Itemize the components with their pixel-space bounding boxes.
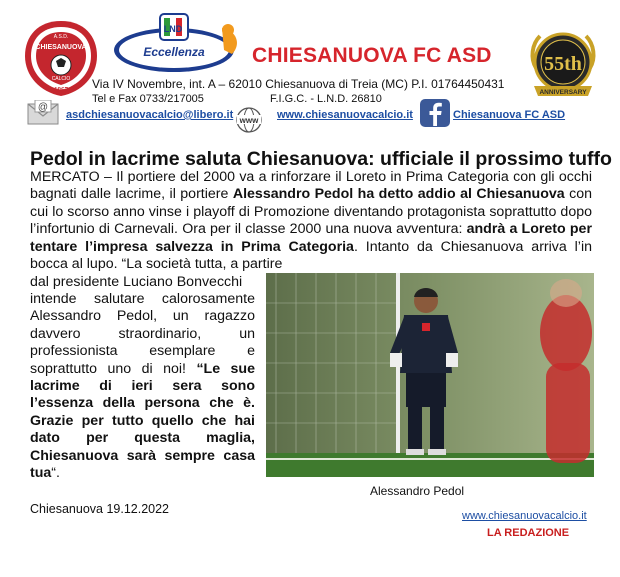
- tel-fax: Tel e Fax 0733/217005: [92, 93, 204, 105]
- club-logo-text: A.S.D.: [53, 34, 69, 40]
- article-quote: [30, 291, 255, 482]
- league-name: Eccellenza: [143, 45, 205, 59]
- club-logo-year: 1967: [54, 86, 68, 94]
- globe-icon: [234, 106, 264, 134]
- article-bold-2: andrà a Loreto per tentare l’impresa salvezza in Prima Categoria: [30, 221, 592, 255]
- article-date: Chiesanuova 19.12.2022: [30, 502, 170, 516]
- facebook-link[interactable]: Chiesanuova FC ASD: [453, 109, 566, 121]
- article-bold-1: Alessandro Pedol ha detto addio al Chiesanuova: [232, 186, 565, 203]
- email-link[interactable]: asdchiesanuovacalcio@libero.it: [66, 109, 234, 121]
- anniversary-number: 55th: [544, 53, 582, 75]
- anniversary-word: ANNIVERSARY: [539, 89, 587, 96]
- quote-end: “.: [51, 465, 60, 482]
- club-address: Via IV Novembre, int. A – 62010 Chiesanuova di Treia (MC) P.I. 01764450431: [92, 77, 505, 91]
- photo-caption: Alessandro Pedol: [370, 484, 465, 498]
- article-text: . Intanto da Chiesanuova arriva l’in bocca al lupo. “La società tutta, a partire: [30, 238, 592, 273]
- globe-icon-label: www: [239, 116, 259, 125]
- facebook-icon[interactable]: [420, 99, 450, 127]
- article-line: dal presidente Luciano Bonvecchi: [30, 274, 243, 290]
- club-name: CHIESANUOVA FC ASD: [252, 44, 492, 67]
- article-intro: [30, 169, 592, 273]
- article-title: Pedol in lacrime saluta Chiesanuova: ufficiale il prossimo tuffo: [30, 148, 612, 170]
- anniversary-badge: [526, 28, 600, 104]
- league-badge-text: LND: [163, 24, 183, 34]
- quote-bold: “Le sue lacrime di ieri sera sono l’essenza della persona che è. Grazie per tutto quello che hai dato per questa maglia, Chiesanuova sarà sempre casa tua: [30, 360, 255, 482]
- goalkeeper-photo: [266, 273, 594, 477]
- article-text: con cui lo scorso anno vinse i playoff di Promozione diventando protagonista soprattutto dopo l’infortunio di Carnevali. Ora per il classe 2000 una nuova avventura:: [30, 186, 592, 238]
- email-icon: [27, 100, 59, 126]
- article-text: MERCATO – Il portiere del 2000 va a rinforzare il Loreto in Prima Categoria con gli occhi bagnati dalle lacrime, il portiere: [30, 169, 592, 203]
- quote-text: intende salutare calorosamente Alessandro Pedol, un ragazzo davvero straordinario, un professionista esemplare e soprattutto uno di noi!: [30, 291, 255, 377]
- club-logo-calcio: CALCIO: [51, 76, 71, 82]
- club-logo: [22, 18, 100, 98]
- footer-website-link[interactable]: www.chiesanuovacalcio.it: [462, 510, 587, 522]
- figc-number: F.I.G.C. - L.N.D. 26810: [270, 93, 382, 105]
- club-logo-name: CHIESANUOVA: [35, 44, 87, 51]
- svg-text:@: @: [37, 102, 49, 113]
- website-link[interactable]: www.chiesanuovacalcio.it: [277, 109, 413, 121]
- eccellenza-logo: [112, 10, 244, 76]
- signature: LA REDAZIONE: [487, 527, 570, 539]
